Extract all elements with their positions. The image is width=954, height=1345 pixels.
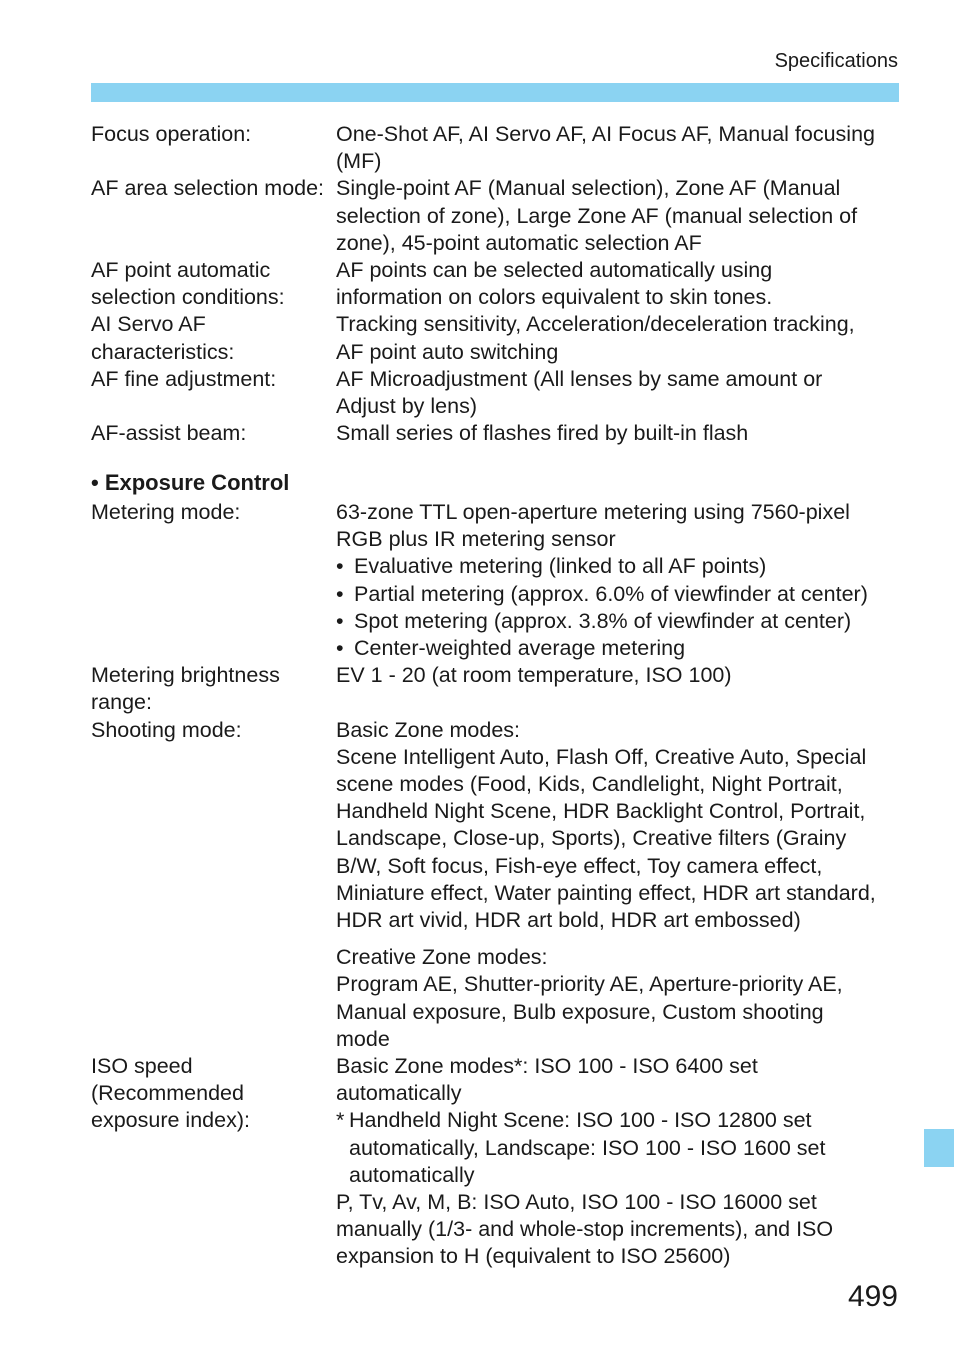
spec-row-metering-brightness	[91, 662, 899, 716]
bullet-item: • Partial metering (approx. 6.0% of viewfinder at center)	[336, 581, 899, 608]
spec-label: AF area selection mode:	[91, 176, 325, 201]
header-bar	[91, 83, 899, 102]
spec-label: Metering brightness range:	[91, 663, 280, 715]
spec-value: Basic Zone modes*: ISO 100 - ISO 6400 set automatically * Handheld Night Scene: ISO 100 - ISO 12800 set automatically, Landscape: ISO 100 - ISO 1600 set automatically P, Tv, Av, M, B: ISO Auto, ISO 100 - ISO 16000 set manually (1/3- and whole-stop increments), and ISO expansion to H (equivalent to ISO 25600)	[336, 1053, 899, 1271]
spec-row-af-fine-adjustment	[91, 366, 899, 420]
spec-label: AF fine adjustment:	[91, 366, 277, 391]
spec-label: Focus operation:	[91, 122, 252, 146]
spec-label: AF point automatic selection conditions:	[91, 258, 285, 310]
chapter-tab	[924, 1129, 954, 1167]
spec-value: One-Shot AF, AI Servo AF, AI Focus AF, Manual focusing (MF)	[336, 122, 875, 174]
bullet-icon: •	[336, 581, 344, 606]
bullet-icon: •	[336, 554, 344, 579]
spec-label: Shooting mode:	[91, 717, 242, 742]
bullet-icon: •	[336, 636, 344, 661]
spec-row-af-assist-beam	[91, 420, 899, 447]
spec-value: Basic Zone modes: Scene Intelligent Auto, Flash Off, Creative Auto, Special scene modes (Food, Kids, Candlelight, Night Portrait, Handheld Night Scene, HDR Backlight Control, Portrait, Landscape, Close-up, Sports), Creative filters (Grainy B/W, Soft focus, Fish-eye effect, Toy camera effect, Miniature effect, Water painting effect, HDR art standard, HDR art vivid, HDR art bold, HDR art embossed) Creative Zone modes: Program AE, Shutter-priority AE, Aperture-priority AE, Manual exposure, Bulb exposure, Custom shooting mode	[336, 717, 876, 1051]
spec-value: Small series of flashes fired by built-in flash	[336, 421, 749, 446]
bullet-item: • Center-weighted average metering	[336, 635, 899, 662]
spec-value: EV 1 - 20 (at room temperature, ISO 100)	[336, 663, 732, 688]
spec-row-af-area-selection	[91, 175, 899, 257]
spec-value: AF Microadjustment (All lenses by same amount or Adjust by lens)	[336, 366, 823, 419]
spec-label: AF-assist beam:	[91, 421, 247, 446]
bullet-icon: •	[336, 608, 344, 633]
section-heading-exposure: • Exposure Control	[91, 470, 290, 495]
spec-row-metering-mode	[91, 499, 899, 662]
page-header-title: Specifications	[774, 50, 898, 72]
spec-value: Tracking sensitivity, Acceleration/deceleration tracking, AF point auto switching	[336, 312, 855, 364]
footnote: * Handheld Night Scene: ISO 100 - ISO 12800 set automatically, Landscape: ISO 100 - ISO 1600 set automatically	[336, 1107, 899, 1189]
spec-row-ai-servo	[91, 311, 899, 365]
bullet-item: • Evaluative metering (linked to all AF points)	[336, 553, 899, 580]
spec-row-shooting-mode	[91, 717, 899, 1053]
spec-label: ISO speed (Recommended exposure index):	[91, 1054, 250, 1133]
spec-row-iso-speed	[91, 1053, 899, 1271]
asterisk-mark: *	[336, 1108, 345, 1133]
spec-row-focus-operation	[91, 121, 899, 175]
spec-row-af-point-auto	[91, 257, 899, 311]
af-spec-table	[91, 121, 899, 447]
exposure-spec-table	[91, 499, 899, 1271]
bullet-item: • Spot metering (approx. 3.8% of viewfinder at center)	[336, 608, 899, 635]
spec-value: AF points can be selected automatically using information on colors equivalent to skin tones.	[336, 258, 773, 310]
spec-label: AI Servo AF characteristics:	[91, 312, 235, 364]
spec-value: 63-zone TTL open-aperture metering using 7560-pixel RGB plus IR metering sensor • Evaluative metering (linked to all AF points) • Partial metering (approx. 6.0% of viewfinder at center) • Spot metering (approx. 3.8% of viewfinder at center) • Center-weighted average metering	[336, 499, 899, 662]
spec-value: Single-point AF (Manual selection), Zone AF (Manual selection of zone), Large Zone AF (manual selection of zone), 45-point automatic selection AF	[336, 176, 858, 255]
page-number: 499	[847, 1280, 898, 1313]
spec-label: Metering mode:	[91, 500, 241, 524]
